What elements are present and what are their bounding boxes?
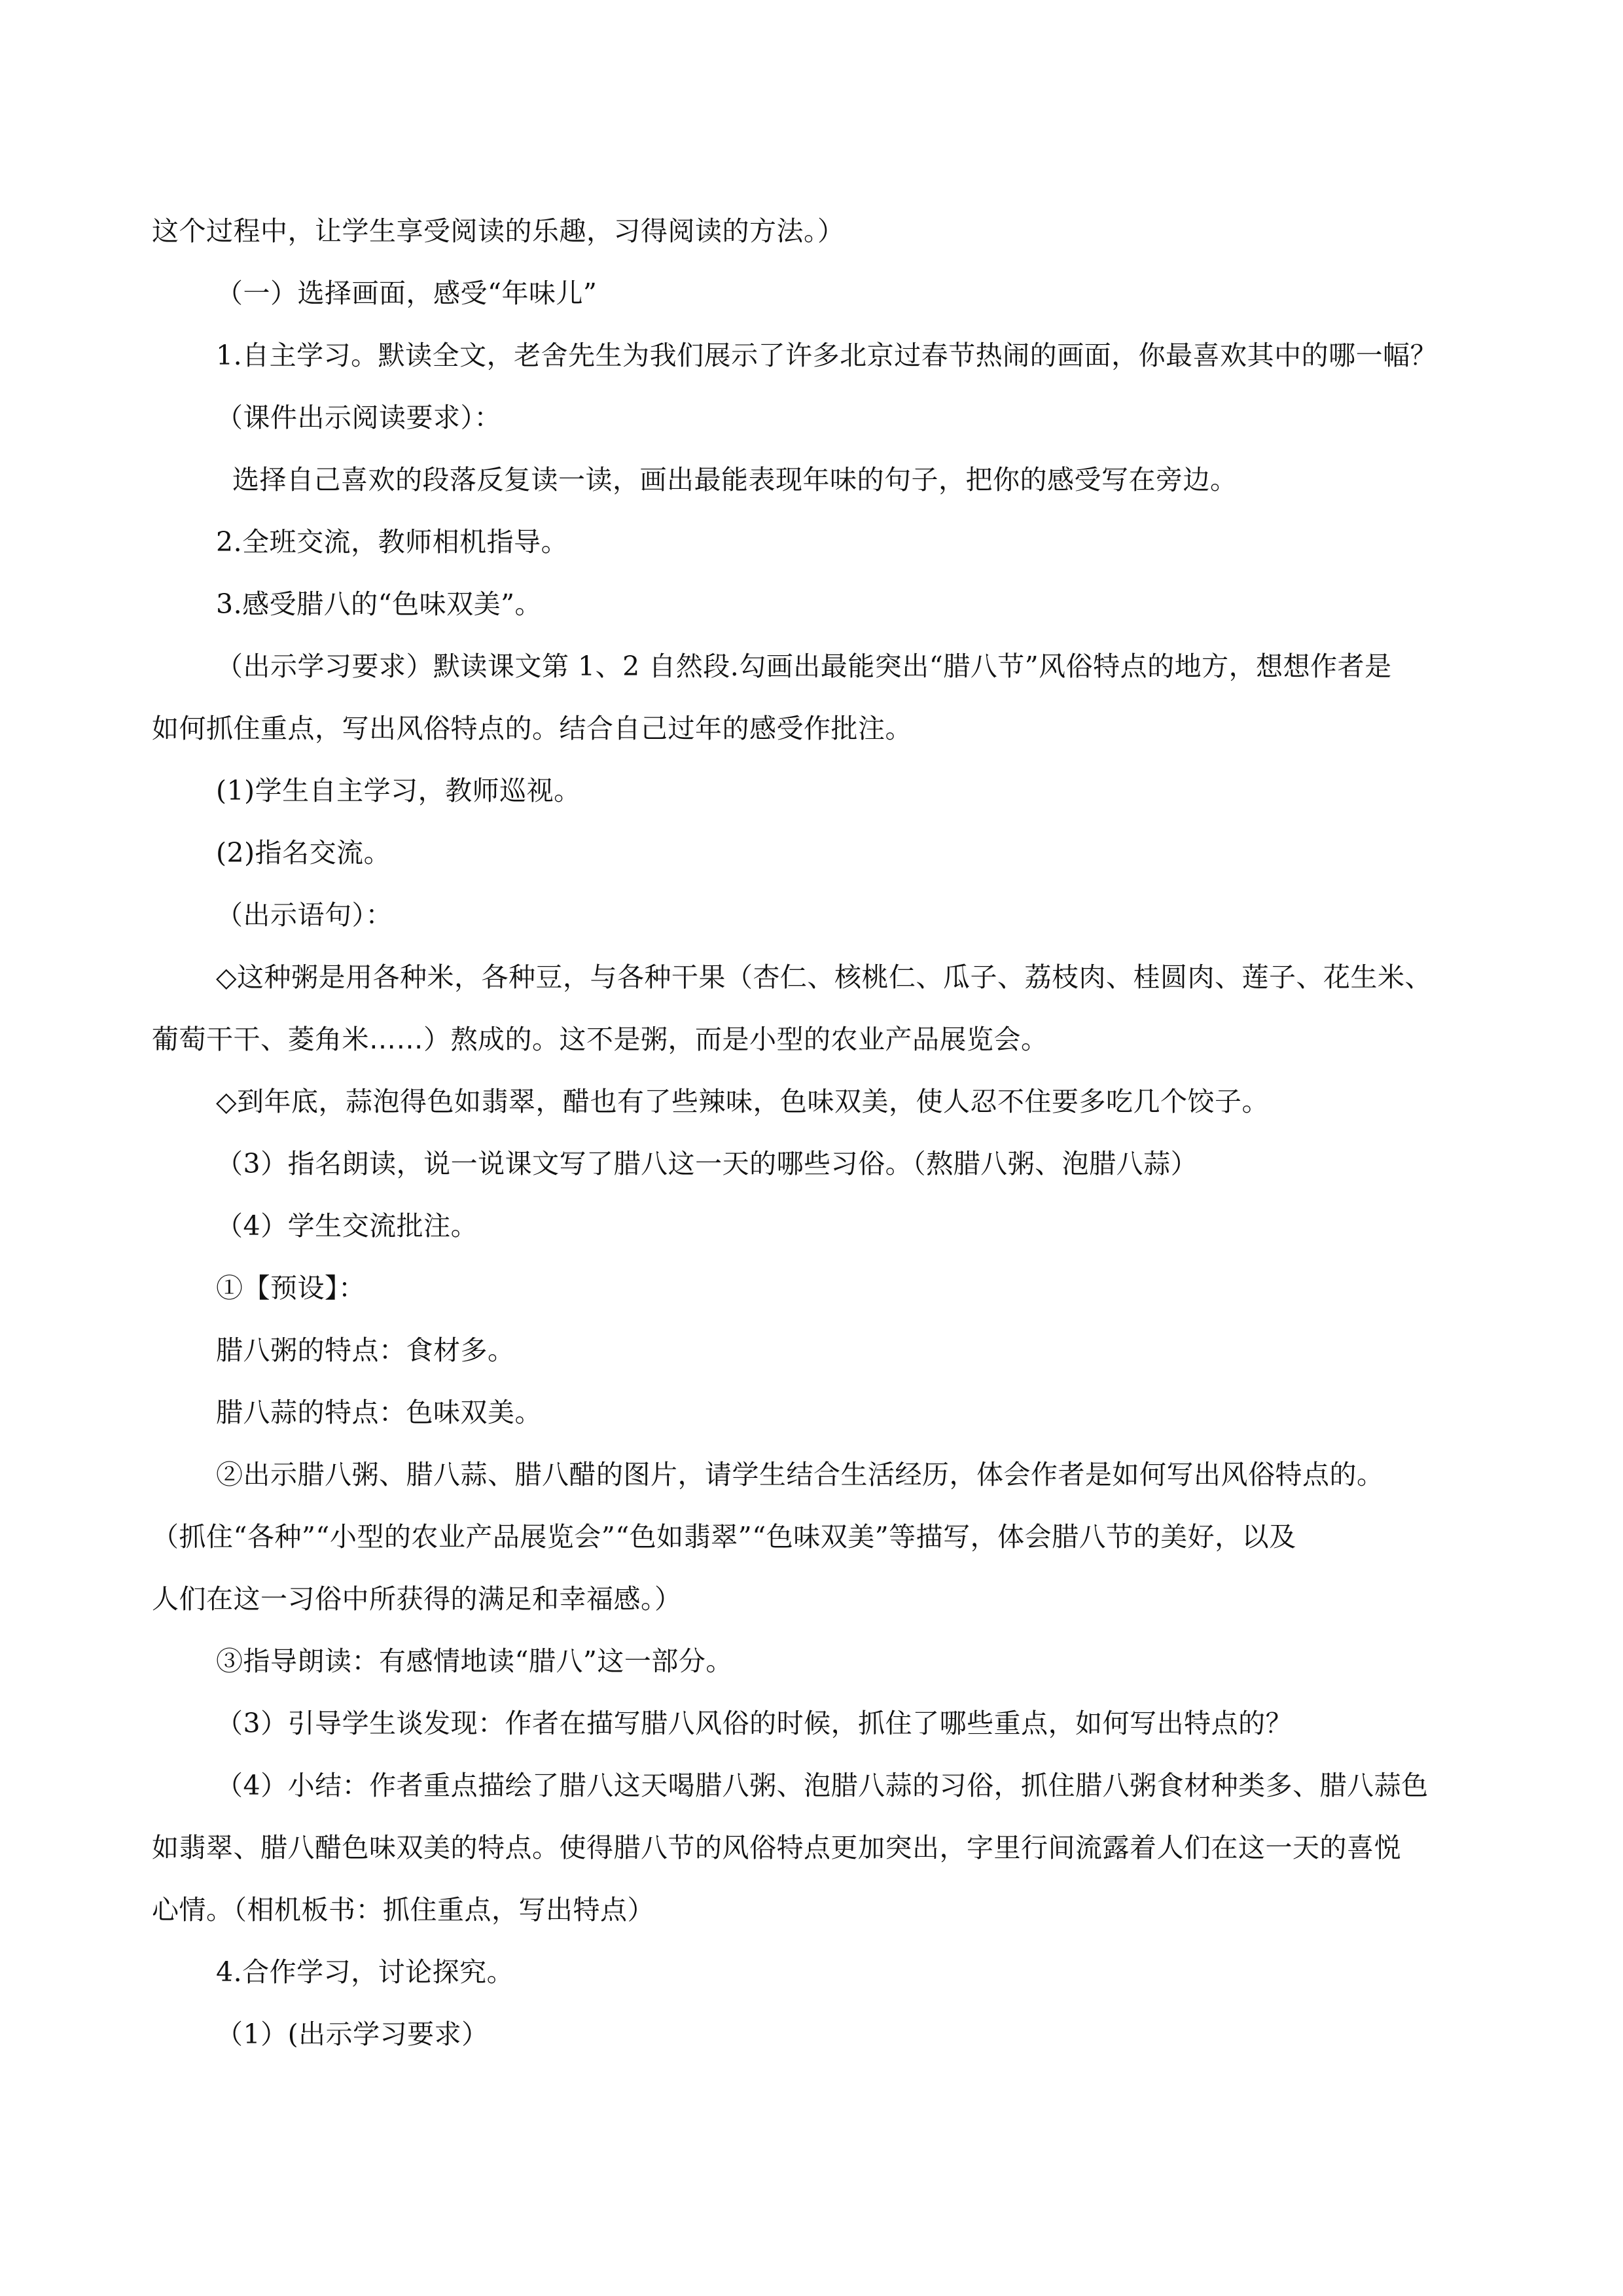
paragraph-line: 这个过程中，让学生享受阅读的乐趣，习得阅读的方法。）	[152, 215, 845, 247]
paragraph-line: (1)学生自主学习，教师巡视。	[216, 775, 581, 806]
paragraph-line: （3）引导学生谈发现：作者在描写腊八风俗的时候，抓住了哪些重点，如何写出特点的？	[216, 1708, 1293, 1739]
quoted-sentence: 葡萄干干、菱角米……）熬成的。这不是粥，而是小型的农业产品展览会。	[152, 1024, 1048, 1055]
section-heading: （一）选择画面，感受“年味儿”	[216, 278, 597, 309]
paragraph-line: （1）(出示学习要求）	[216, 2018, 489, 2050]
paragraph-line: 心情。（相机板书：抓住重点，写出特点）	[152, 1894, 654, 1926]
paragraph-line: 腊八粥的特点：食材多。	[216, 1335, 515, 1366]
paragraph-line: ②出示腊八粥、腊八蒜、腊八醋的图片，请学生结合生活经历，体会作者是如何写出风俗特点的。	[216, 1459, 1384, 1490]
paragraph-line: （3）指名朗读，说一说课文写了腊八这一天的哪些习俗。（熬腊八粥、泡腊八蒜）	[216, 1148, 1198, 1179]
paragraph-line: （出示学习要求）默读课文第 1、2 自然段.勾画出最能突出“腊八节”风俗特点的地方，想想作者是	[216, 651, 1392, 682]
quoted-sentence: ◇这种粥是用各种米，各种豆，与各种干果（杏仁、核桃仁、瓜子、荔枝肉、桂圆肉、莲子、花生米、	[216, 961, 1433, 993]
paragraph-line: （出示语句）：	[216, 899, 393, 931]
paragraph-line: （4）学生交流批注。	[216, 1210, 478, 1242]
paragraph-line: （4）小结：作者重点描绘了腊八这天喝腊八粥、泡腊八蒜的习俗，抓住腊八粥食材种类多、腊八蒜色	[216, 1770, 1429, 1801]
paragraph-line: 1.自主学习。默读全文，老舍先生为我们展示了许多北京过春节热闹的画面，你最喜欢其中的哪一幅？	[216, 340, 1438, 371]
paragraph-line: （课件出示阅读要求）：	[216, 402, 501, 433]
paragraph-line: 选择自己喜欢的段落反复读一读，画出最能表现年味的句子，把你的感受写在旁边。	[232, 464, 1238, 495]
paragraph-line: (2)指名交流。	[216, 837, 391, 869]
paragraph-line: 如何抓住重点，写出风俗特点的。结合自己过年的感受作批注。	[152, 713, 912, 744]
paragraph-line: 2.全班交流，教师相机指导。	[216, 526, 569, 558]
paragraph-line: 3.感受腊八的“色味双美”。	[216, 588, 543, 620]
paragraph-line: （抓住“各种”“小型的农业产品展览会”“色如翡翠”“色味双美”等描写，体会腊八节的美好，以及	[152, 1521, 1296, 1552]
paragraph-line: ①【预设】：	[216, 1272, 366, 1304]
paragraph-line: 人们在这一习俗中所获得的满足和幸福感。）	[152, 1583, 682, 1615]
paragraph-line: 4.合作学习，讨论探究。	[216, 1956, 514, 1988]
paragraph-line: ③指导朗读：有感情地读“腊八”这一部分。	[216, 1645, 733, 1677]
quoted-sentence: ◇到年底，蒜泡得色如翡翠，醋也有了些辣味，色味双美，使人忍不住要多吃几个饺子。	[216, 1086, 1270, 1117]
paragraph-line: 如翡翠、腊八醋色味双美的特点。使得腊八节的风俗特点更加突出，字里行间流露着人们在这一天的喜悦	[152, 1832, 1401, 1863]
paragraph-line: 腊八蒜的特点：色味双美。	[216, 1397, 542, 1428]
